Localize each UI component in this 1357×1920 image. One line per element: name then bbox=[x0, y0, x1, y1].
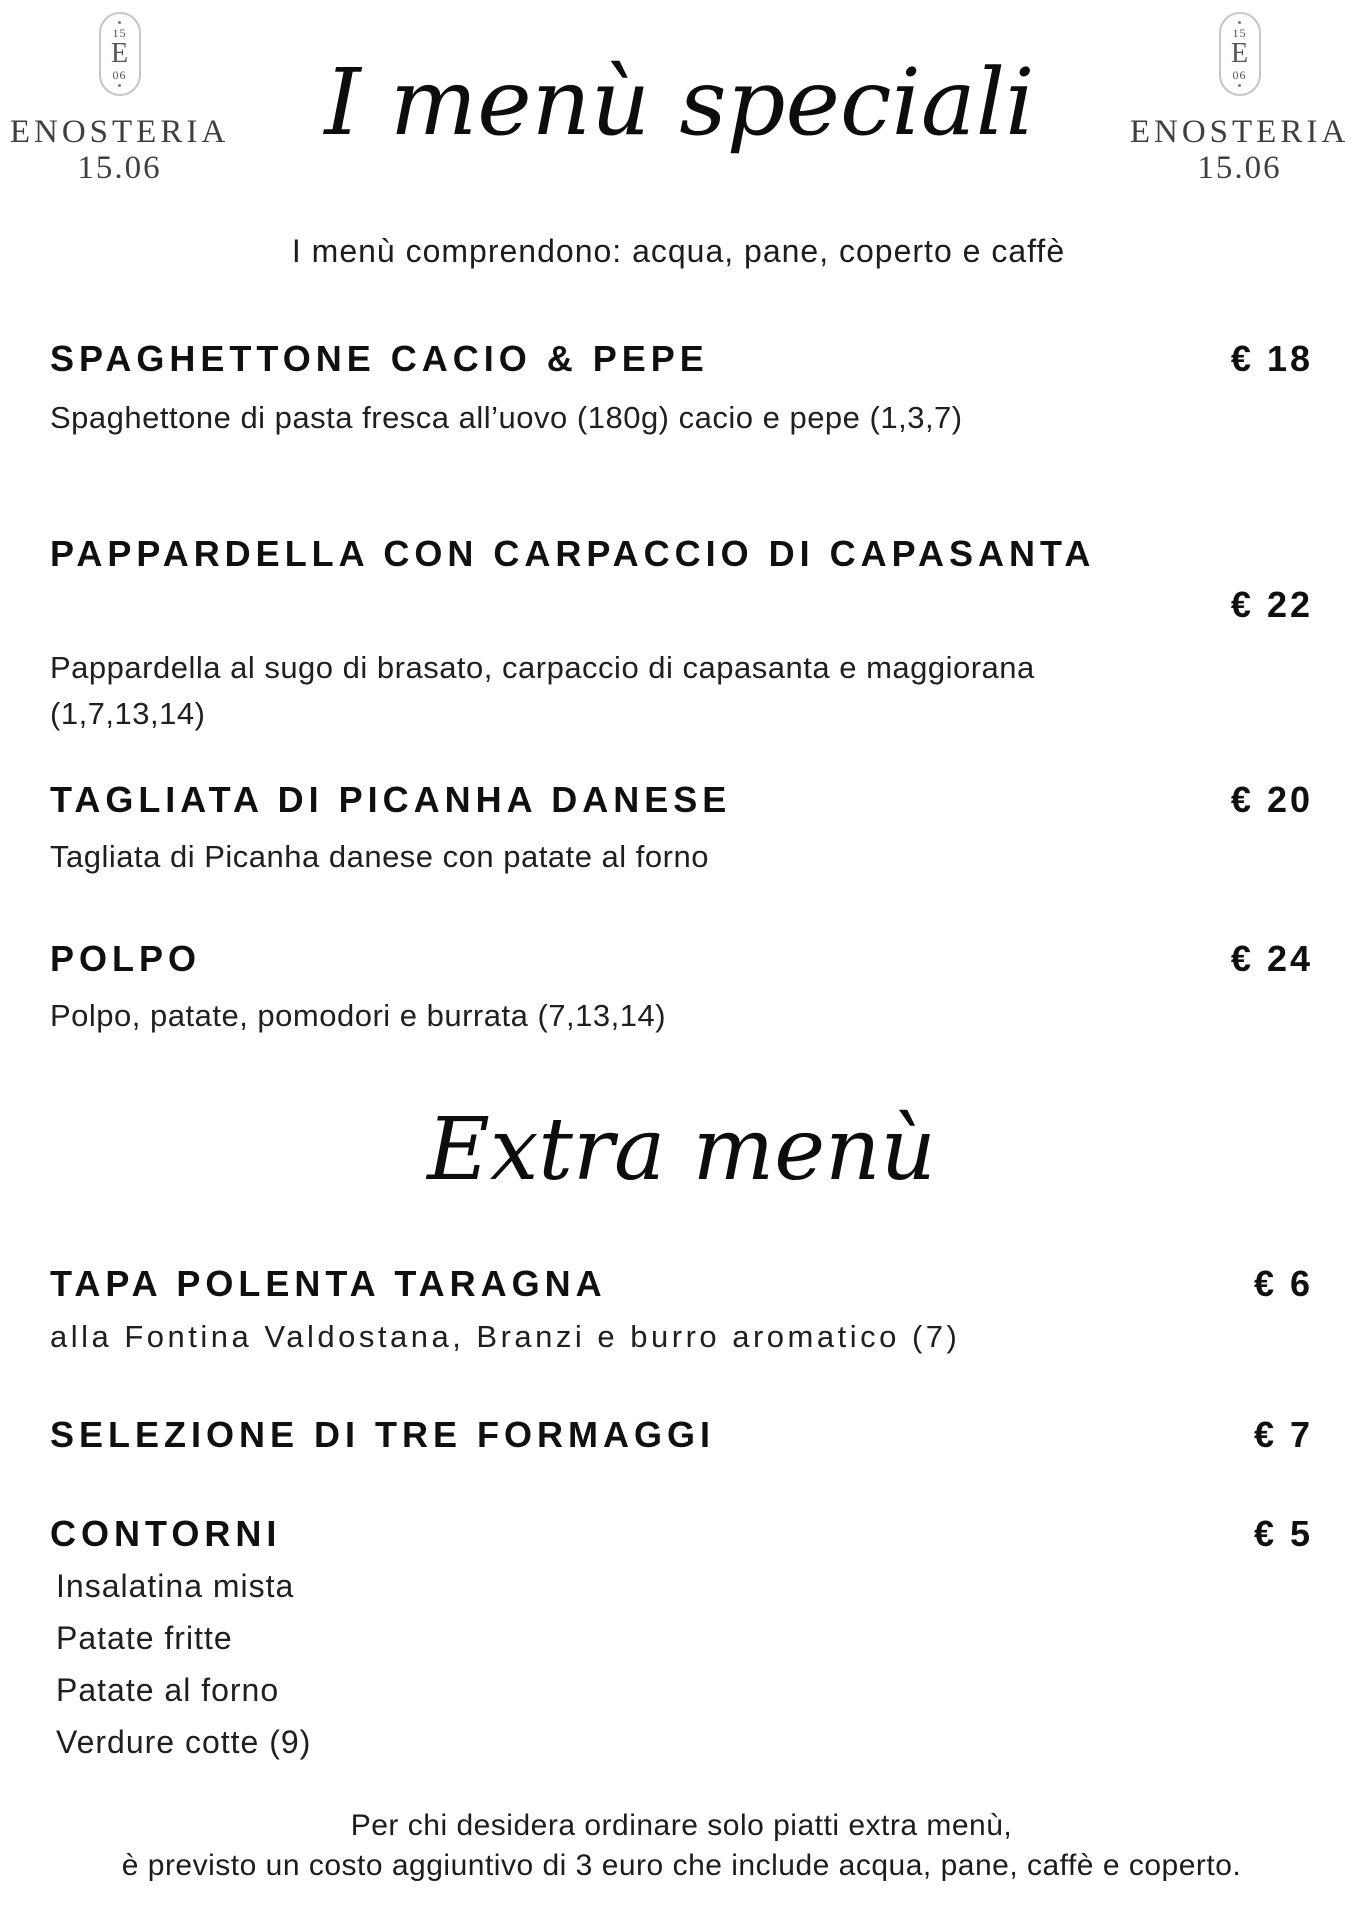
item-title-row bbox=[50, 1263, 1313, 1304]
item-description: alla Fontina Valdostana, Branzi e burro aromatico (7) bbox=[50, 1319, 961, 1355]
item-price: € 24 bbox=[1230, 938, 1313, 980]
menu-item-pappardella bbox=[50, 533, 1313, 737]
item-price: € 5 bbox=[1253, 1513, 1313, 1555]
footer-line-2: è previsto un costo aggiuntivo di 3 euro che include acqua, pane, caffè e coperto. bbox=[121, 1849, 1242, 1883]
item-title-row bbox=[50, 779, 1313, 820]
badge-dot-top-icon bbox=[118, 21, 121, 24]
menu-note: I menù comprendono: acqua, pane, coperto e caffè bbox=[291, 233, 1066, 269]
item-title-row bbox=[50, 338, 1313, 379]
badge-bottom-number: 06 bbox=[112, 68, 127, 82]
restaurant-logo-right bbox=[1129, 12, 1350, 186]
logo-badge-icon bbox=[99, 12, 141, 96]
page-title: I menù speciali bbox=[324, 49, 1035, 156]
contorni-option: Patate fritte bbox=[56, 1620, 233, 1657]
badge-bottom-number: 06 bbox=[1232, 68, 1247, 82]
item-name: SPAGHETTONE CACIO & PEPE bbox=[50, 338, 709, 380]
item-price: € 18 bbox=[1230, 338, 1313, 380]
badge-letter: E bbox=[110, 38, 129, 69]
badge-top-number: 15 bbox=[112, 26, 127, 40]
item-allergens: (1,7,13,14) bbox=[50, 696, 206, 732]
menu-item-tapa-polenta bbox=[50, 1263, 1313, 1360]
item-price: € 7 bbox=[1253, 1414, 1313, 1456]
item-name: SELEZIONE DI TRE FORMAGGI bbox=[50, 1414, 716, 1456]
menu-content bbox=[0, 338, 1357, 1886]
menu-item-polpo bbox=[50, 938, 1313, 1039]
badge-dot-bottom-icon bbox=[1238, 84, 1241, 87]
item-name: TAPA POLENTA TARAGNA bbox=[50, 1263, 607, 1305]
special-menu-section bbox=[50, 338, 1313, 1039]
logo-badge-icon bbox=[1219, 12, 1261, 96]
contorni-option: Patate al forno bbox=[56, 1672, 280, 1709]
item-price-row bbox=[50, 584, 1313, 625]
restaurant-number: 15.06 bbox=[77, 150, 162, 186]
menu-item-formaggi bbox=[50, 1414, 1313, 1455]
menu-item-spaghettone bbox=[50, 338, 1313, 441]
extra-menu-title: Extra menù bbox=[427, 1100, 936, 1201]
menu-item-tagliata bbox=[50, 779, 1313, 880]
item-price: € 6 bbox=[1253, 1263, 1313, 1305]
item-description: Tagliata di Picanha danese con patate al forno bbox=[50, 839, 709, 875]
item-title-row bbox=[50, 938, 1313, 979]
item-description: Pappardella al sugo di brasato, carpaccio di capasanta e maggiorana bbox=[50, 650, 1035, 686]
item-title-row bbox=[50, 533, 1313, 574]
contorni-options-list bbox=[50, 1560, 1313, 1768]
item-name: POLPO bbox=[50, 938, 202, 980]
item-title-row bbox=[50, 1513, 1313, 1554]
badge-dot-bottom-icon bbox=[118, 84, 121, 87]
extra-menu-section bbox=[50, 1263, 1313, 1768]
badge-dot-top-icon bbox=[1238, 21, 1241, 24]
item-description: Polpo, patate, pomodori e burrata (7,13,14) bbox=[50, 998, 667, 1034]
item-price: € 20 bbox=[1230, 779, 1313, 821]
restaurant-name: ENOSTERIA bbox=[1129, 114, 1350, 150]
item-name: TAGLIATA DI PICANHA DANESE bbox=[50, 779, 732, 821]
item-price: € 22 bbox=[1230, 584, 1313, 626]
contorni-option: Insalatina mista bbox=[56, 1568, 295, 1605]
footer-line-1: Per chi desidera ordinare solo piatti extra menù, bbox=[350, 1809, 1013, 1843]
restaurant-logo-left bbox=[9, 12, 230, 186]
item-description: Spaghettone di pasta fresca all’uovo (180g) cacio e pepe (1,3,7) bbox=[50, 400, 963, 436]
menu-item-contorni bbox=[50, 1513, 1313, 1768]
restaurant-name: ENOSTERIA bbox=[9, 114, 230, 150]
item-name: CONTORNI bbox=[50, 1513, 282, 1555]
item-title-row bbox=[50, 1414, 1313, 1455]
footer-note bbox=[50, 1806, 1313, 1886]
contorni-option: Verdure cotte (9) bbox=[56, 1724, 312, 1761]
badge-top-number: 15 bbox=[1232, 26, 1247, 40]
item-name: PAPPARDELLA CON CARPACCIO DI CAPASANTA bbox=[50, 533, 1096, 575]
badge-letter: E bbox=[1230, 38, 1249, 69]
header bbox=[0, 0, 1357, 186]
restaurant-number: 15.06 bbox=[1197, 150, 1282, 186]
